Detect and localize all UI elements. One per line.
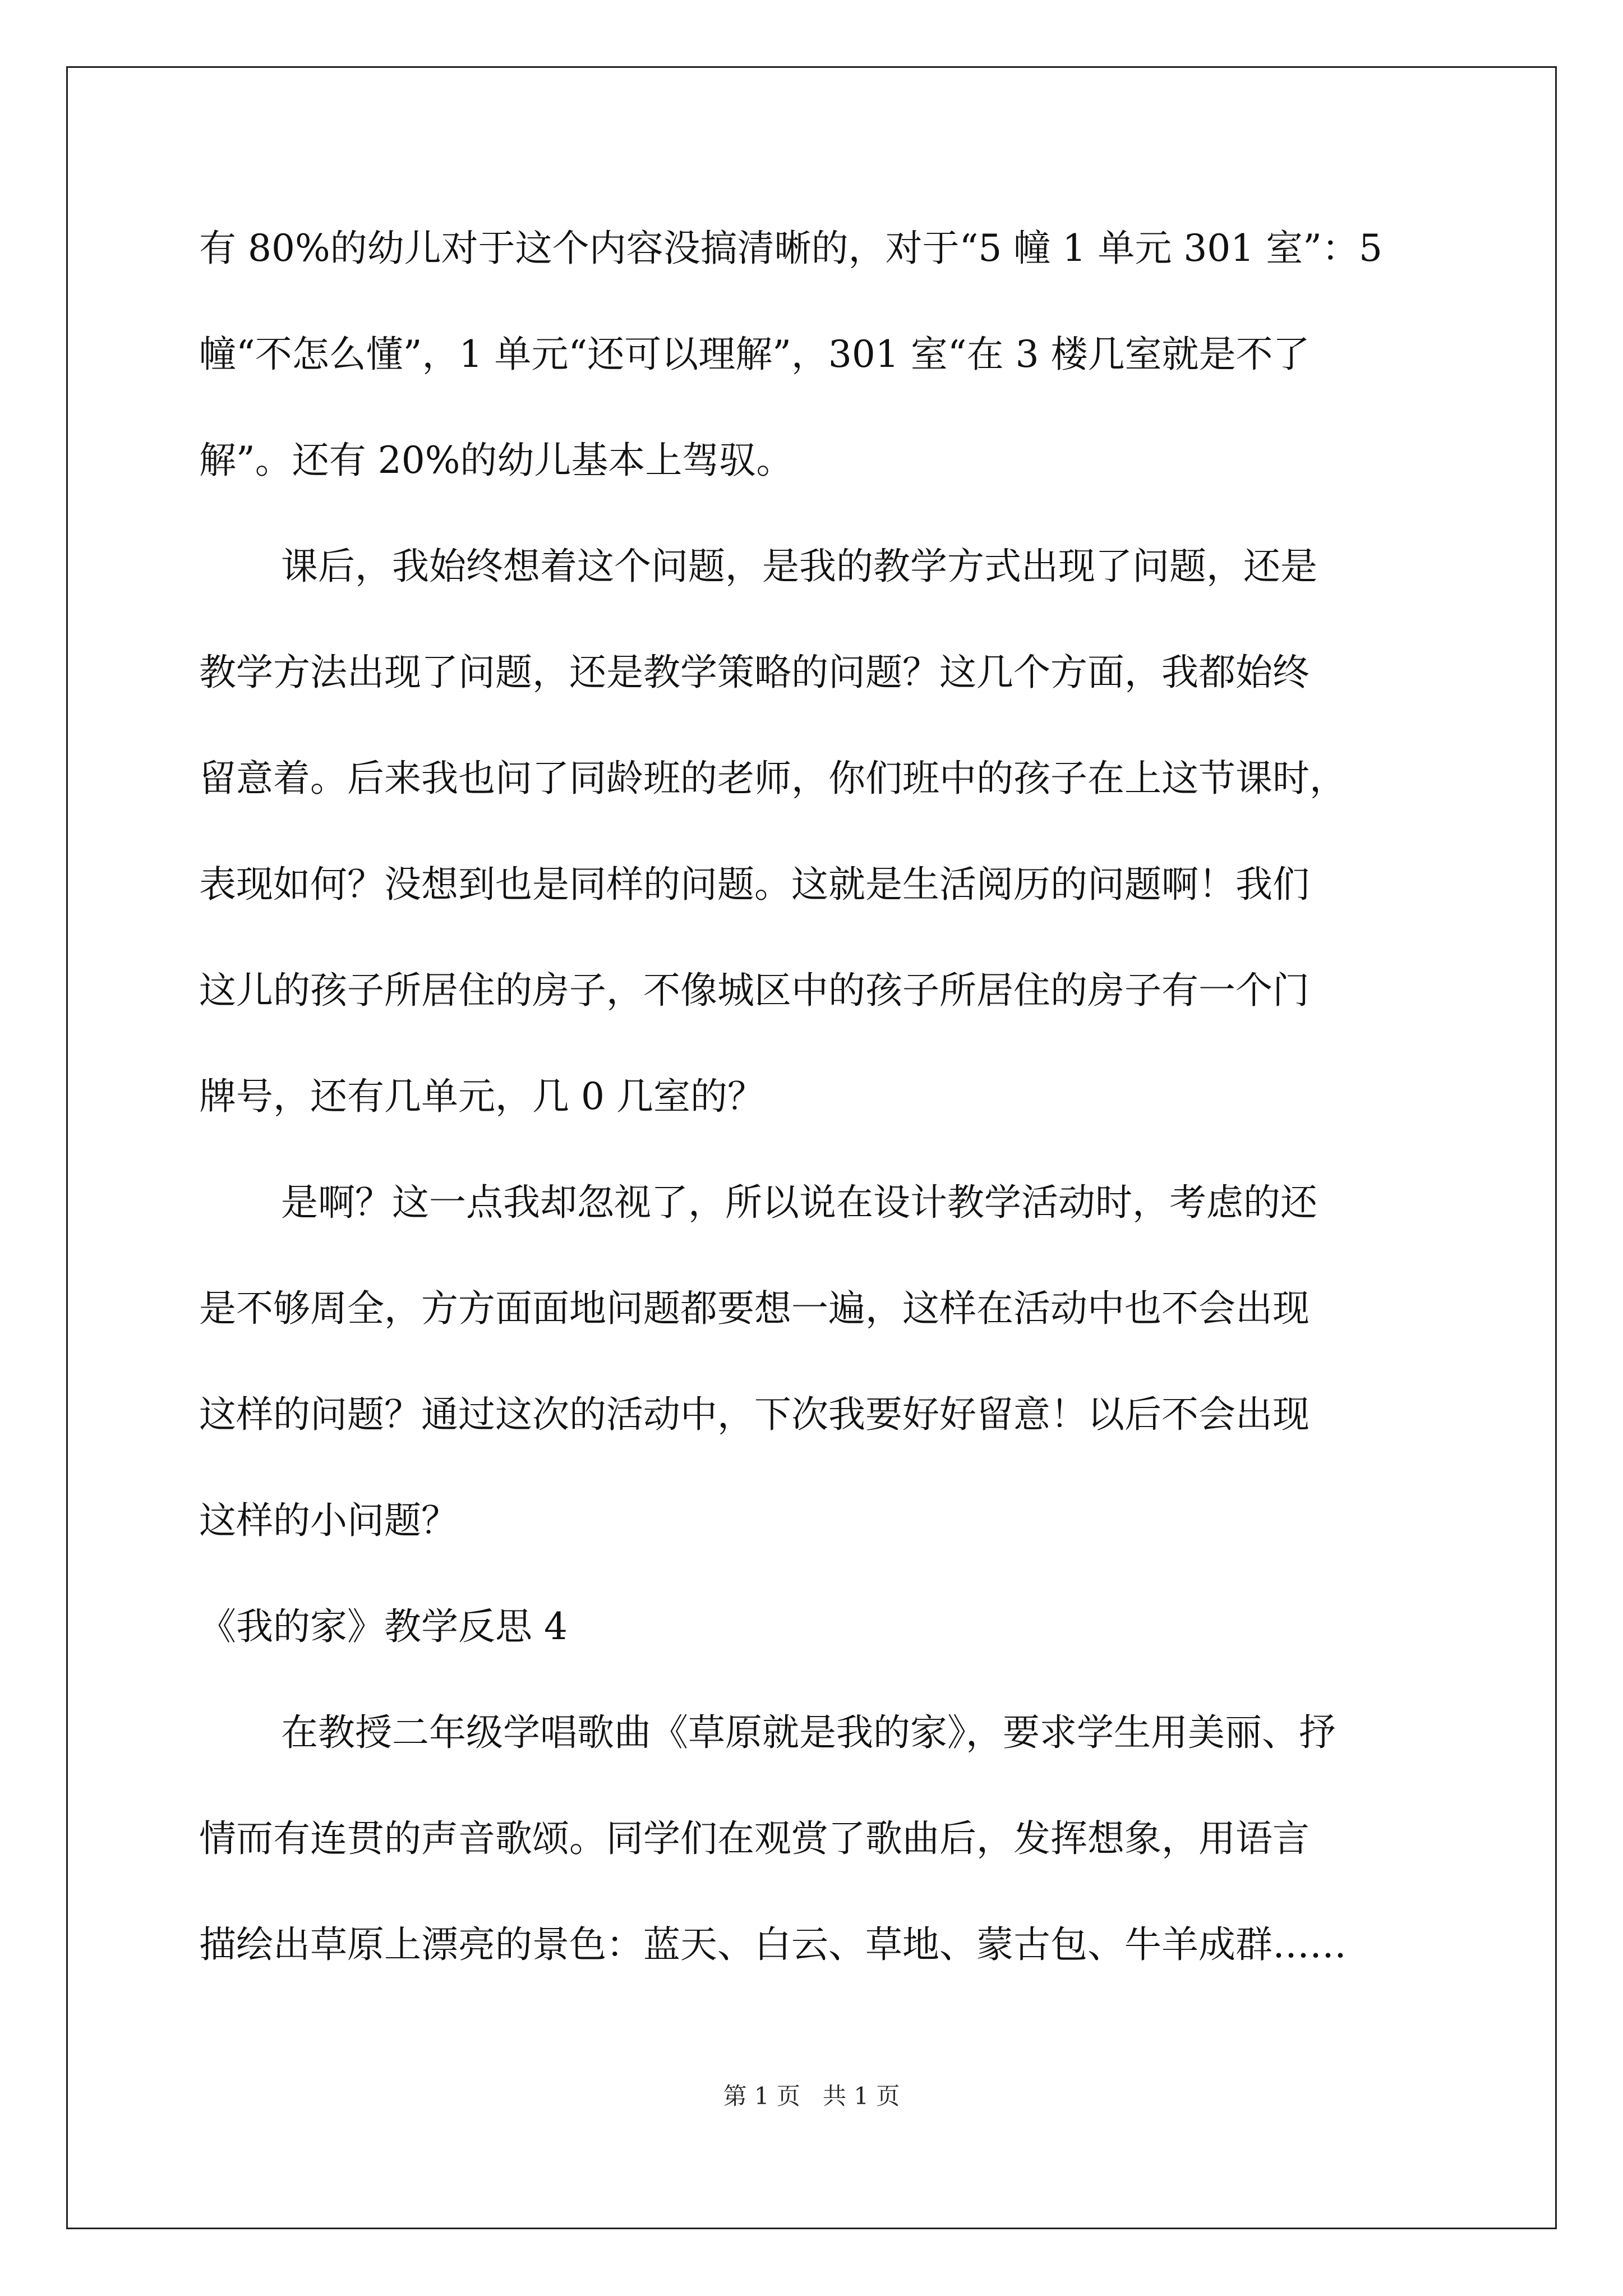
text-line: 这儿的孩子所居住的房子，不像城区中的孩子所居住的房子有一个门 — [199, 969, 1310, 1012]
text-line: 幢“不怎么懂”，1 单元“还可以理解”，301 室“在 3 楼几室就是不了 — [199, 333, 1310, 376]
text-line: 是不够周全，方方面面地问题都要想一遍，这样在活动中也不会出现 — [199, 1287, 1310, 1330]
page-footer — [0, 2079, 1623, 2113]
section-heading: 《我的家》教学反思 4 — [199, 1605, 568, 1648]
paragraph-start-line: 课后，我始终想着这个问题，是我的教学方式出现了问题，还是 — [281, 545, 1317, 588]
text-line: 留意着。后来我也问了同龄班的老师，你们班中的孩子在上这节课时， — [199, 757, 1347, 800]
text-line: 这样的问题？通过这次的活动中，下次我要好好留意！以后不会出现 — [199, 1393, 1310, 1436]
text-line: 这样的小问题？ — [199, 1499, 458, 1542]
document-body — [199, 222, 1433, 1972]
paragraph-start-line: 是啊？这一点我却忽视了，所以说在设计教学活动时，考虑的还 — [281, 1181, 1317, 1224]
text-line: 描绘出草原上漂亮的景色：蓝天、白云、草地、蒙古包、牛羊成群…… — [199, 1923, 1347, 1966]
text-line: 有 80%的幼儿对于这个内容没搞清晰的，对于“5 幢 1 单元 301 室”：5 — [199, 227, 1383, 270]
page-total: 共 1 页 — [823, 2082, 900, 2110]
paragraph-start-line: 在教授二年级学唱歌曲《草原就是我的家》，要求学生用美丽、抒 — [281, 1711, 1336, 1754]
text-line: 表现如何？没想到也是同样的问题。这就是生活阅历的问题啊！我们 — [199, 863, 1310, 906]
text-line: 情而有连贯的声音歌颂。同学们在观赏了歌曲后，发挥想象，用语言 — [199, 1817, 1310, 1860]
text-line: 解”。还有 20%的幼儿基本上驾驭。 — [199, 439, 794, 482]
text-line: 教学方法出现了问题，还是教学策略的问题？这几个方面，我都始终 — [199, 651, 1310, 694]
page-number: 第 1 页 — [723, 2082, 800, 2110]
text-line: 牌号，还有几单元，几 0 几室的？ — [199, 1075, 764, 1118]
